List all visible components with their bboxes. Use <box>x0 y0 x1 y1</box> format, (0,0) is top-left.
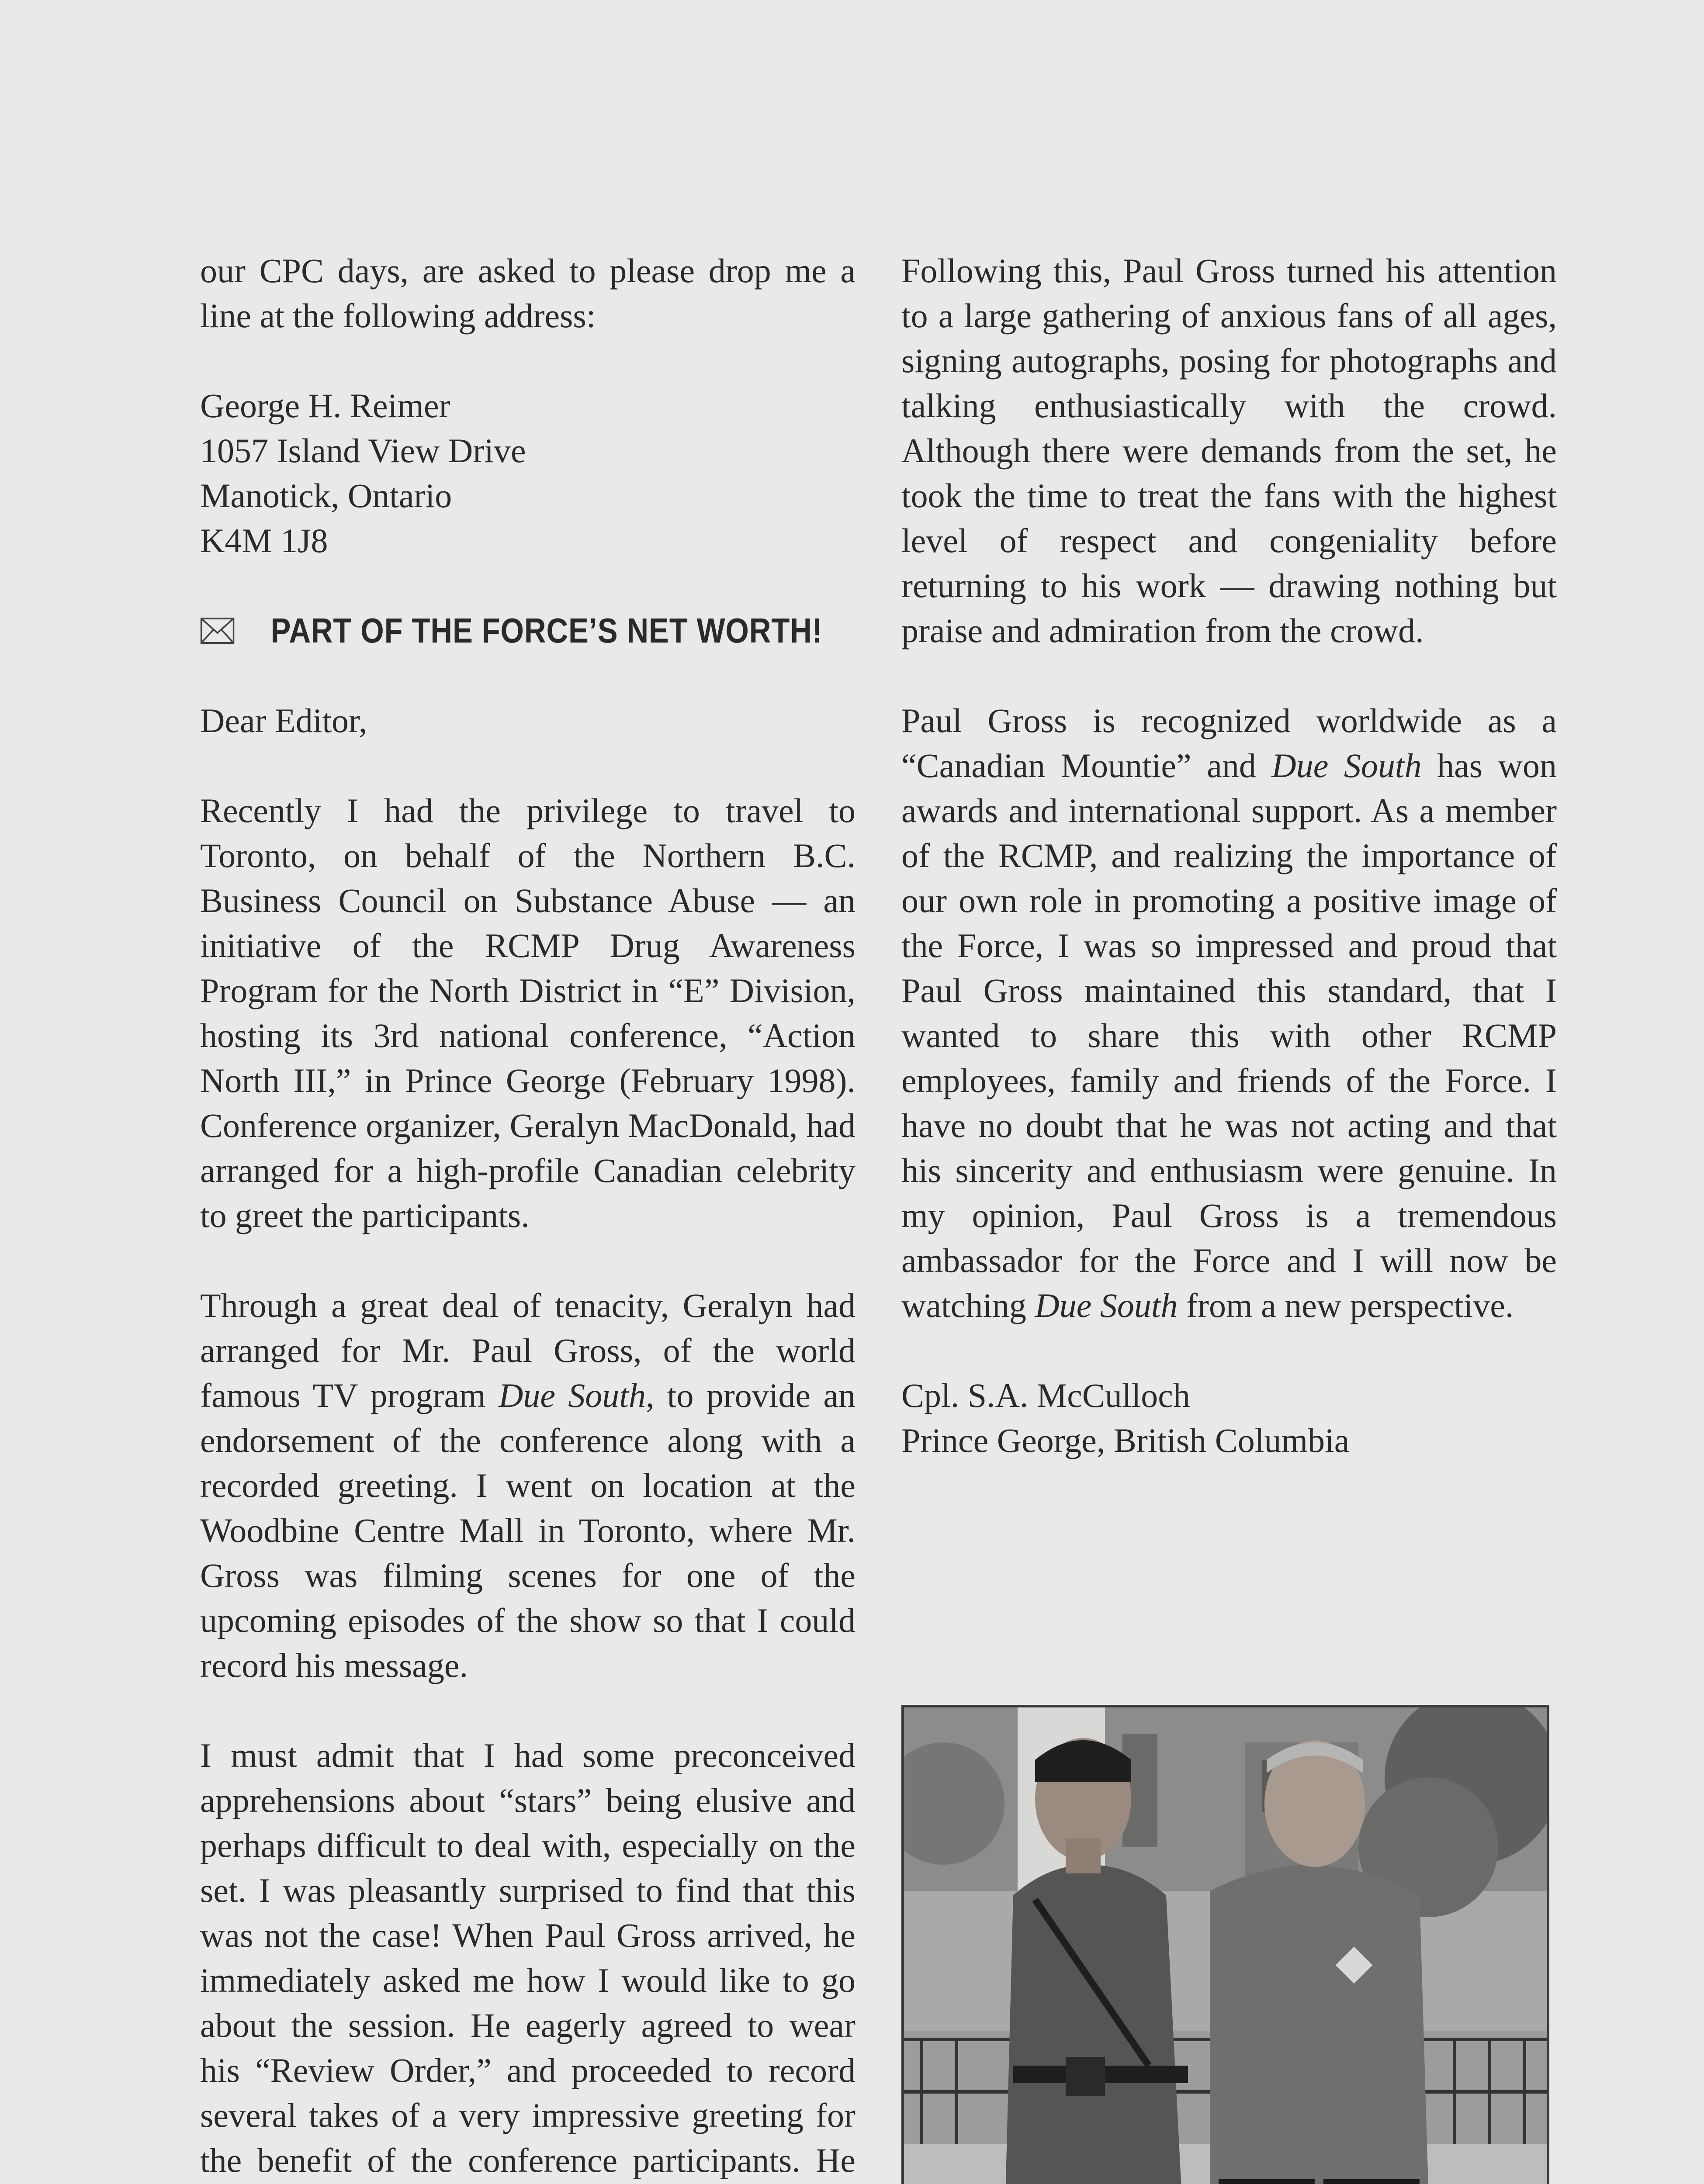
letter-headline <box>200 608 823 653</box>
body-paragraph: I must admit that I had some preconceived apprehensions about “stars” being elusive and perhaps difficult to deal with, especially on the set. I was pleasantly surprised to find that this was not the case! When Paul Gross arrived, he immediately asked me how I would like to go about the session. He eagerly agreed to wear his “Review Order,” and proceeded to record several takes of a very impressive greeting for the benefit of the conference participants. He <box>200 1736 855 2179</box>
body-paragraph: Following this, Paul Gross turned his attention to a large gathering of anxious fans of all ages, signing autographs, posing for photographs and talking enthusiastically with the crowd. Although there were demands from the set, he took the time to treat the fans with the highest level of respect and congeniality before returning to his work — drawing nothing but praise and admiration from the crowd. <box>901 252 1557 650</box>
signature-location: Prince George, British Columbia <box>901 1421 1350 1459</box>
body-paragraph: Recently I had the privilege to travel to Toronto, on behalf of the Northern B.C. Business Council on Substance Abuse — an initiative of the RCMP Drug Awareness Program for the North District in “E” Division, hosting its 3rd national conference, “Action North III,” in Prince George (February 1998). Conference organizer, Geralyn MacDonald, had arranged for a high-profile Canadian celebrity to greet the participants. <box>200 791 855 1234</box>
right-column <box>901 248 1557 1463</box>
mailing-address <box>200 383 855 563</box>
left-column <box>200 248 855 2184</box>
show-title: Due South <box>1035 1286 1178 1324</box>
show-title: Due South <box>1271 746 1422 784</box>
show-title: Due South <box>499 1376 646 1414</box>
address-line: George H. Reimer <box>200 387 450 425</box>
photo-mountie-and-man <box>901 1705 1549 2184</box>
signature-block <box>901 1373 1557 1463</box>
text-run: Paul Gross is recognized worldwide as a “Canadian Mountie” and <box>901 702 1557 784</box>
intro-paragraph: our CPC days, are asked to please drop me a line at the following address: <box>200 252 855 335</box>
salutation: Dear Editor, <box>200 702 367 740</box>
body-paragraph <box>200 1283 855 1688</box>
address-line: Manotick, Ontario <box>200 477 452 515</box>
text-run: Through a great deal of tenacity, Geralyn had arranged for Mr. Paul Gross, of the world famous TV program <box>200 1286 855 1414</box>
envelope-icon <box>200 617 235 644</box>
body-paragraph <box>901 698 1557 1328</box>
photo-illustration <box>904 1707 1547 2184</box>
address-line: K4M 1J8 <box>200 522 328 560</box>
address-line: 1057 Island View Drive <box>200 432 526 470</box>
signature-name: Cpl. S.A. McCulloch <box>901 1376 1190 1414</box>
headline-text: PART OF THE FORCE’S NET WORTH! <box>270 611 823 650</box>
text-run: has won awards and international support. As a member of the RCMP, and realizing the importance of our own role in promoting a positive image of the Force, I was so impressed and proud that Paul Gross maintained this standard, that I wanted to share this with other RCMP employees, family and friends of the Force. I have no doubt that he was not acting and that his sincerity and enthusiasm were genuine. In my opinion, Paul Gross is a tremendous ambassador for the Force and I will now be watching <box>901 746 1557 1324</box>
text-run: from a new perspective. <box>1178 1286 1514 1324</box>
text-run: , to provide an endorsement of the conference along with a recorded greeting. I went on location at the Woodbine Centre Mall in Toronto, where Mr. Gross was filming scenes for one of the upcoming episodes of the show so that I could record his message. <box>200 1376 855 1684</box>
